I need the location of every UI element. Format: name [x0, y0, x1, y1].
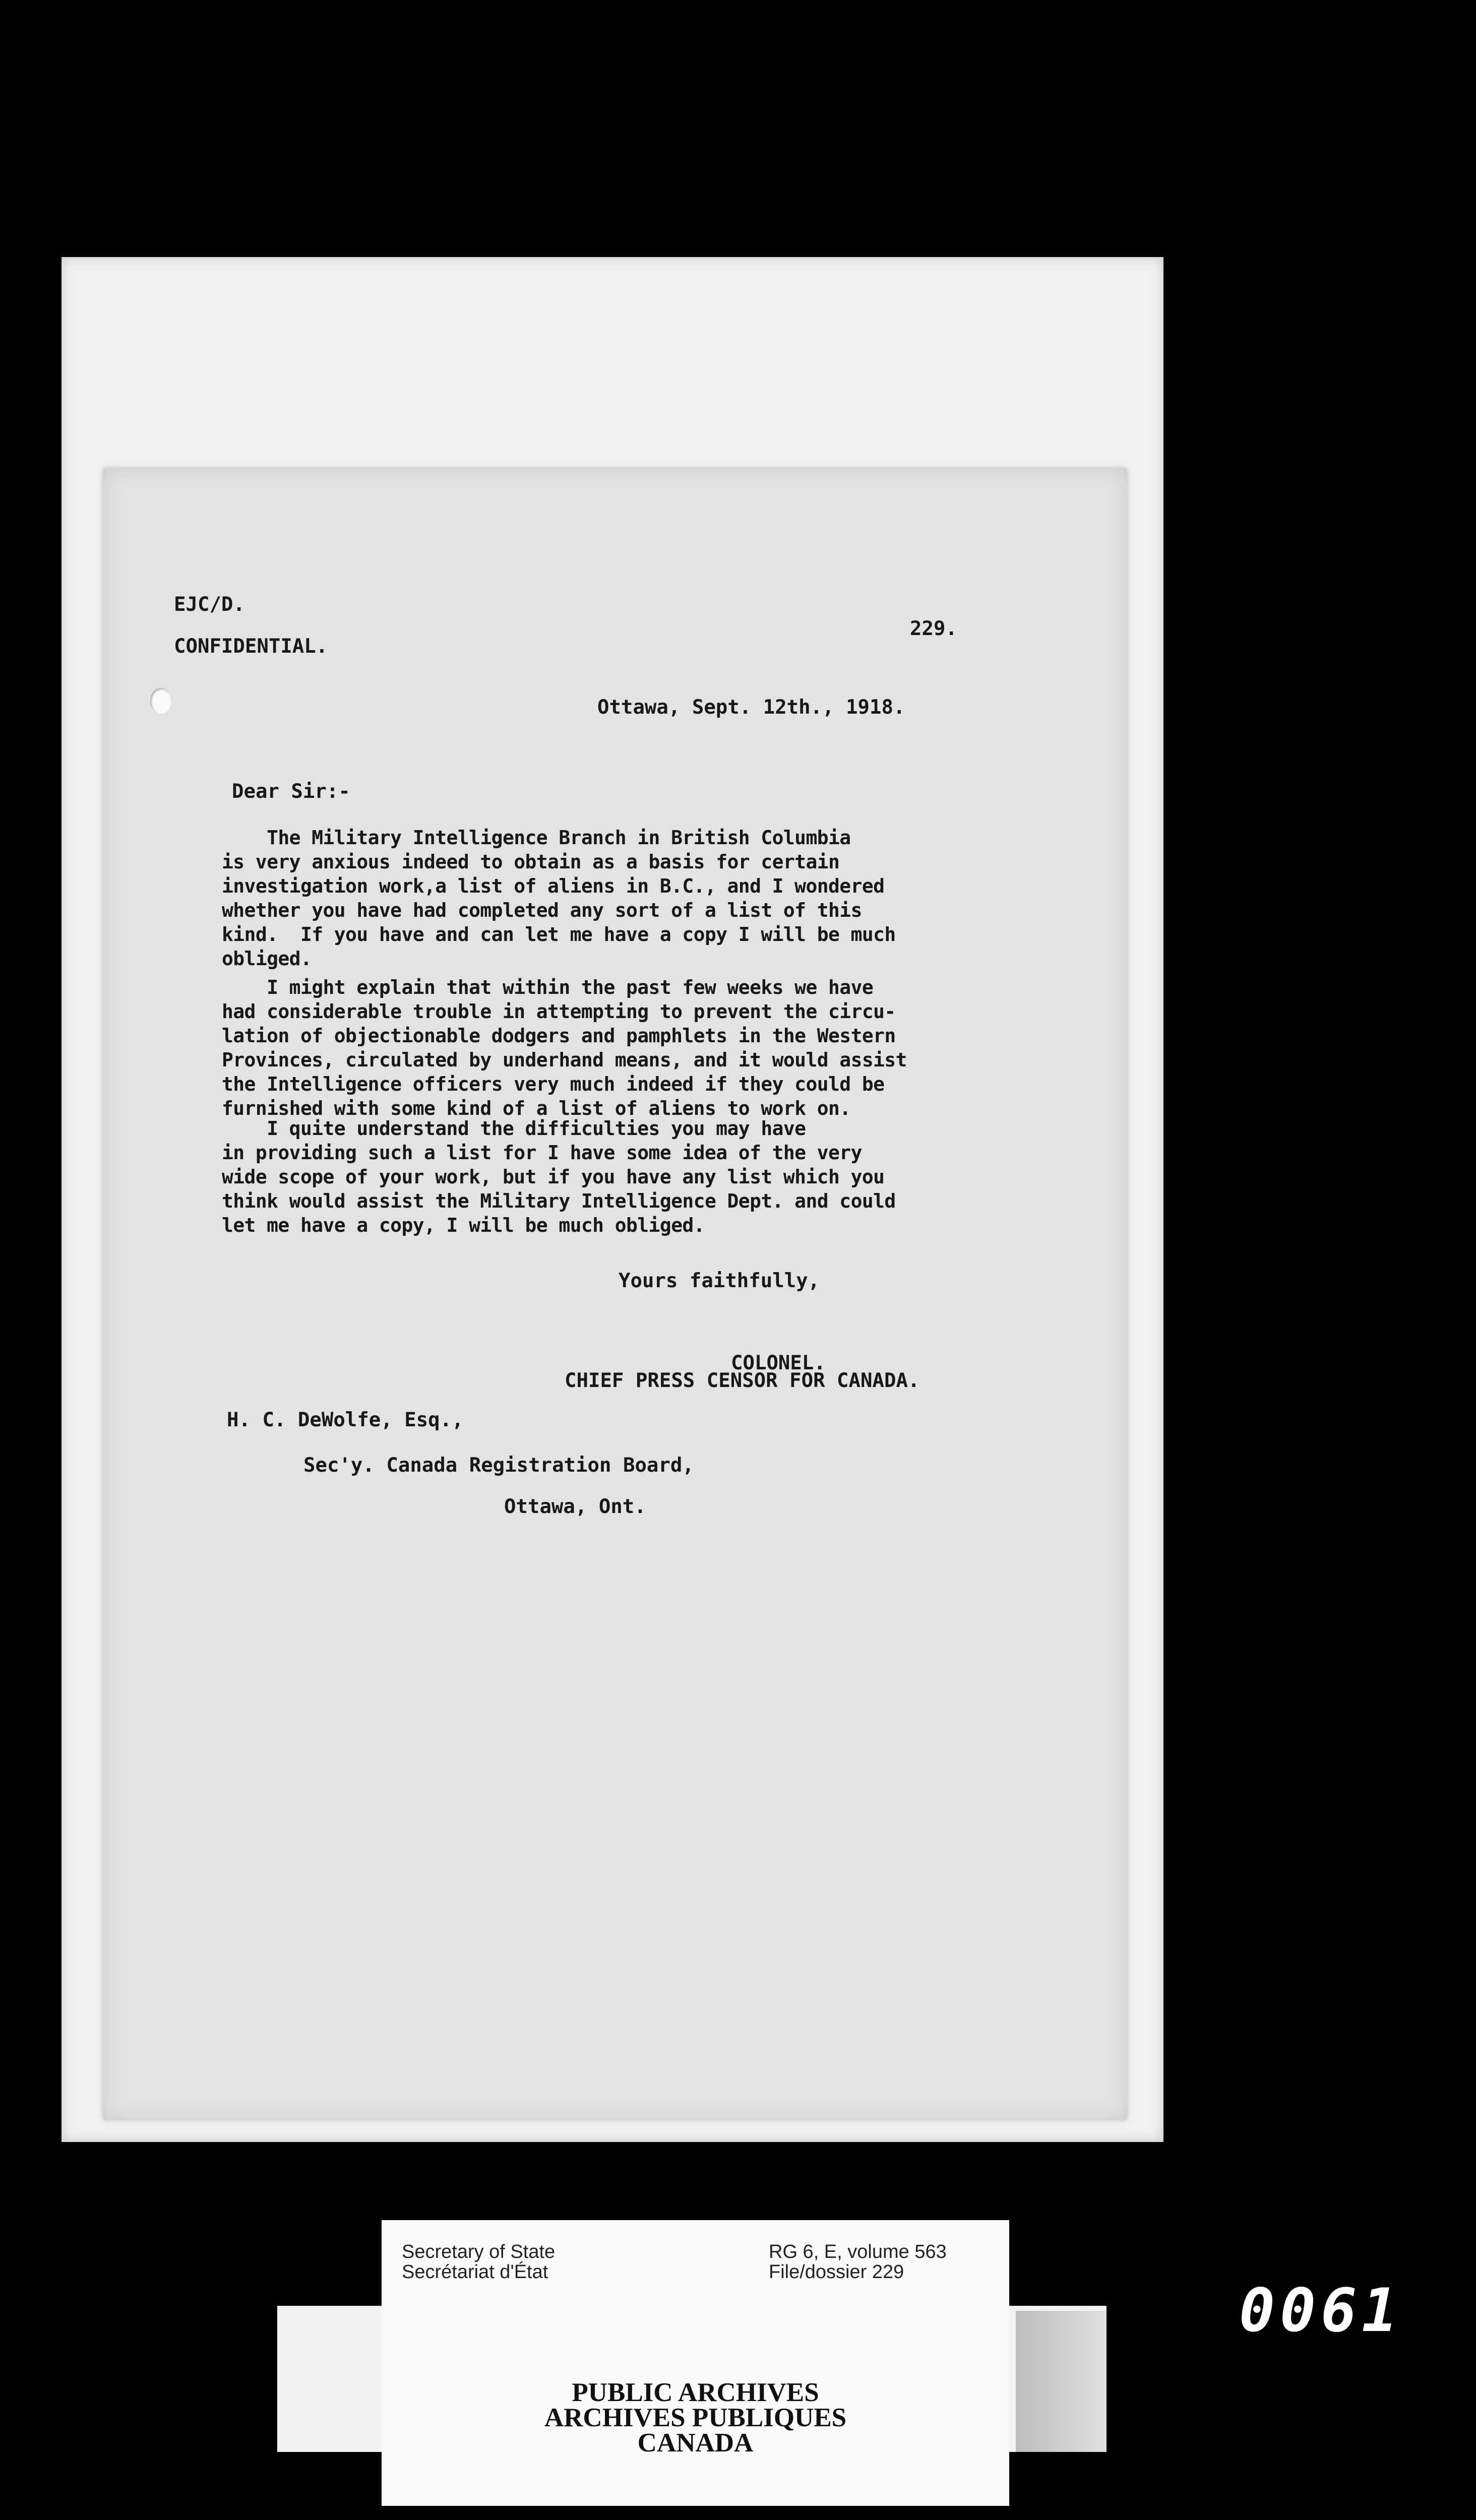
file-number: 229.: [910, 617, 957, 640]
closing: Yours faithfully,: [619, 1270, 820, 1292]
recipient-name: H. C. DeWolfe, Esq.,: [227, 1409, 464, 1431]
signature-rank: COLONEL.: [731, 1352, 826, 1374]
archive-label: [382, 2220, 1009, 2369]
signature-title: CHIEF PRESS CENSOR FOR CANADA.: [565, 1369, 920, 1392]
department-english: Secretary of State: [402, 2241, 556, 2262]
recipient-city: Ottawa, Ont.: [504, 1495, 646, 1518]
strip-shadow: [1016, 2311, 1106, 2452]
paragraph-1: The Military Intelligence Branch in British Columbia is very anxious indeed to obtain as a basis for certain investigation work,a list of aliens in B.C., and I wondered whether you have had completed any sort of a list of this kind. If you have and can let me have a copy I will be much obliged.: [222, 827, 896, 970]
typed-letter: [103, 469, 1127, 2119]
frame-counter: 0061: [1239, 2276, 1403, 2345]
salutation: Dear Sir:-: [232, 780, 350, 803]
classification-label: CONFIDENTIAL.: [174, 635, 328, 658]
punch-hole: [150, 688, 171, 714]
place-and-date: Ottawa, Sept. 12th., 1918.: [597, 696, 905, 719]
paragraph-2: I might explain that within the past few weeks we have had considerable trouble in attempting to prevent the circu- lation of objectionable dodgers and pamphlets in the Western Provinces, circulated by underhand means, and it would assist the Intelligence officers very much indeed if they could be furnished with some kind of a list of aliens to work on.: [222, 976, 907, 1119]
department-block: [402, 2242, 555, 2282]
archives-stamp-line-1: PUBLIC ARCHIVES: [572, 2378, 819, 2407]
reference-block: [769, 2242, 947, 2282]
archives-stamp: [382, 2369, 1009, 2506]
paragraph-3: I quite understand the difficulties you may have in providing such a list for I have some idea of the very wide scope of your work, but if you have any list which you think would assist the Military Intelligence Dept. and could let me have a copy, I will be much obliged.: [222, 1117, 896, 1236]
archives-stamp-line-3: CANADA: [637, 2428, 754, 2458]
recipient-title: Sec'y. Canada Registration Board,: [303, 1454, 694, 1477]
department-french: Secrétariat d'État: [402, 2261, 548, 2283]
reference-initials: EJC/D.: [174, 593, 245, 616]
archives-stamp-line-2: ARCHIVES PUBLIQUES: [544, 2403, 847, 2432]
file-reference: File/dossier 229: [769, 2261, 904, 2283]
record-group: RG 6, E, volume 563: [769, 2241, 947, 2262]
